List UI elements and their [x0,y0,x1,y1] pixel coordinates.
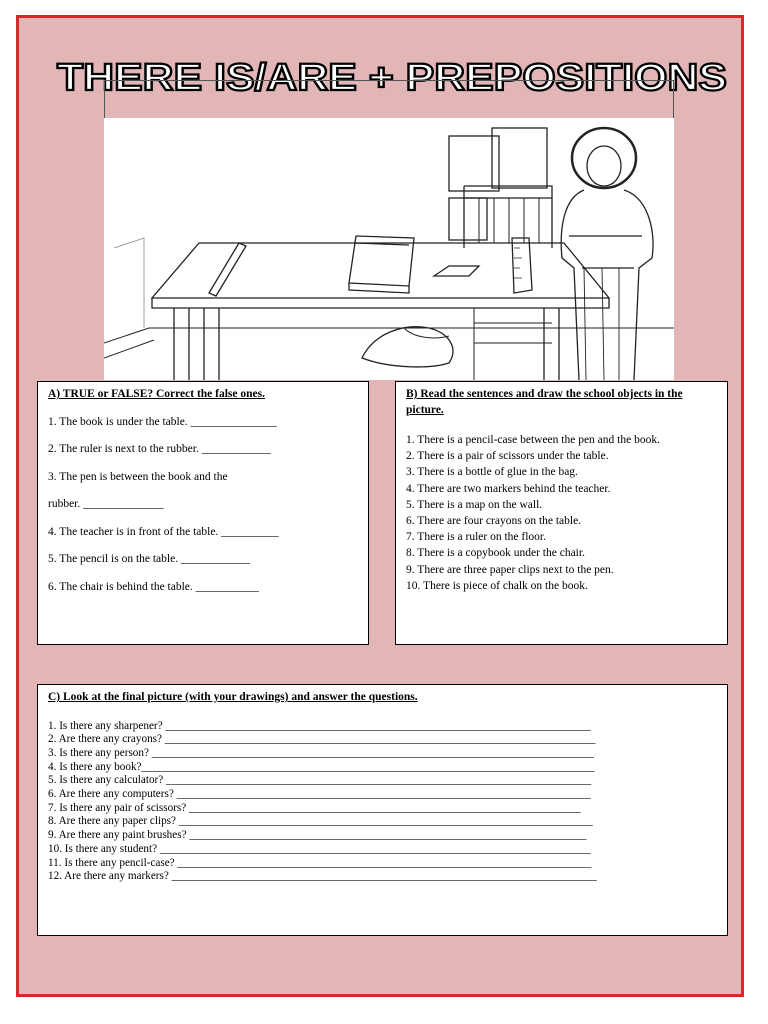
section-a-item: 5. The pencil is on the table. ____________ [48,553,250,566]
list-item: 7. There is a ruler on the floor. [406,531,546,544]
section-a-item: 3. The pen is between the book and the [48,470,228,483]
page-title-text: THERE IS/ARE + PREPOSITIONS [57,57,727,99]
picture-frame [104,80,674,118]
section-a-true-false [37,381,369,645]
list-item: 10. There is piece of chalk on the book. [406,579,588,592]
list-item: 12. Are there any markers? ____________________________________________________________________________ [48,870,597,883]
section-b-list [406,432,717,594]
section-c-questions [37,684,728,936]
list-item: 8. There is a copybook under the chair. [406,547,585,560]
list-item: 9. There are three paper clips next to the pen. [406,563,614,576]
classroom-illustration [104,118,674,380]
section-c-heading: C) Look at the final picture (with your drawings) and answer the questions. [48,691,418,703]
section-a-item: 4. The teacher is in front of the table. __________ [48,525,279,538]
section-a-item: 2. The ruler is next to the rubber. ____________ [48,443,271,456]
section-a-heading: A) TRUE or FALSE? Correct the false ones. [48,388,265,400]
section-a-item: rubber. ______________ [48,498,164,511]
list-item: 6. Are there any computers? __________________________________________________________________________ [48,788,591,801]
section-a-item: 6. The chair is behind the table. ___________ [48,580,259,593]
list-item: 5. Is there any calculator? ____________________________________________________________________________ [48,774,592,787]
list-item: 3. There is a bottle of glue in the bag. [406,466,578,479]
list-item: 2. Are there any crayons? _____________________________________________________________________________ [48,733,596,746]
list-item: 4. There are two markers behind the teacher. [406,482,611,495]
list-item: 11. Is there any pencil-case? __________________________________________________________________________ [48,856,592,869]
list-item: 8. Are there any paper clips? __________________________________________________________________________ [48,815,593,828]
section-c-list [48,720,717,884]
list-item: 6. There are four crayons on the table. [406,515,582,528]
list-item: 2. There is a pair of scissors under the table. [406,450,609,463]
section-b-heading: B) Read the sentences and draw the school objects in the picture. [406,388,683,416]
list-item: 7. Is there any pair of scissors? ______________________________________________________________________ [48,801,581,814]
list-item: 4. Is there any book?_________________________________________________________________________________ [48,760,595,773]
list-item: 9. Are there any paint brushes? _______________________________________________________________________ [48,829,587,842]
list-item: 10. Is there any student? _____________________________________________________________________________ [48,842,591,855]
section-a-item: 1. The book is under the table. _______________ [48,415,277,428]
section-b-draw-objects [395,381,728,645]
list-item: 1. There is a pencil-case between the pen and the book. [406,434,660,447]
list-item: 5. There is a map on the wall. [406,498,543,511]
list-item: 1. Is there any sharpener? ____________________________________________________________________________ [48,719,591,732]
list-item: 3. Is there any person? _______________________________________________________________________________ [48,746,594,759]
